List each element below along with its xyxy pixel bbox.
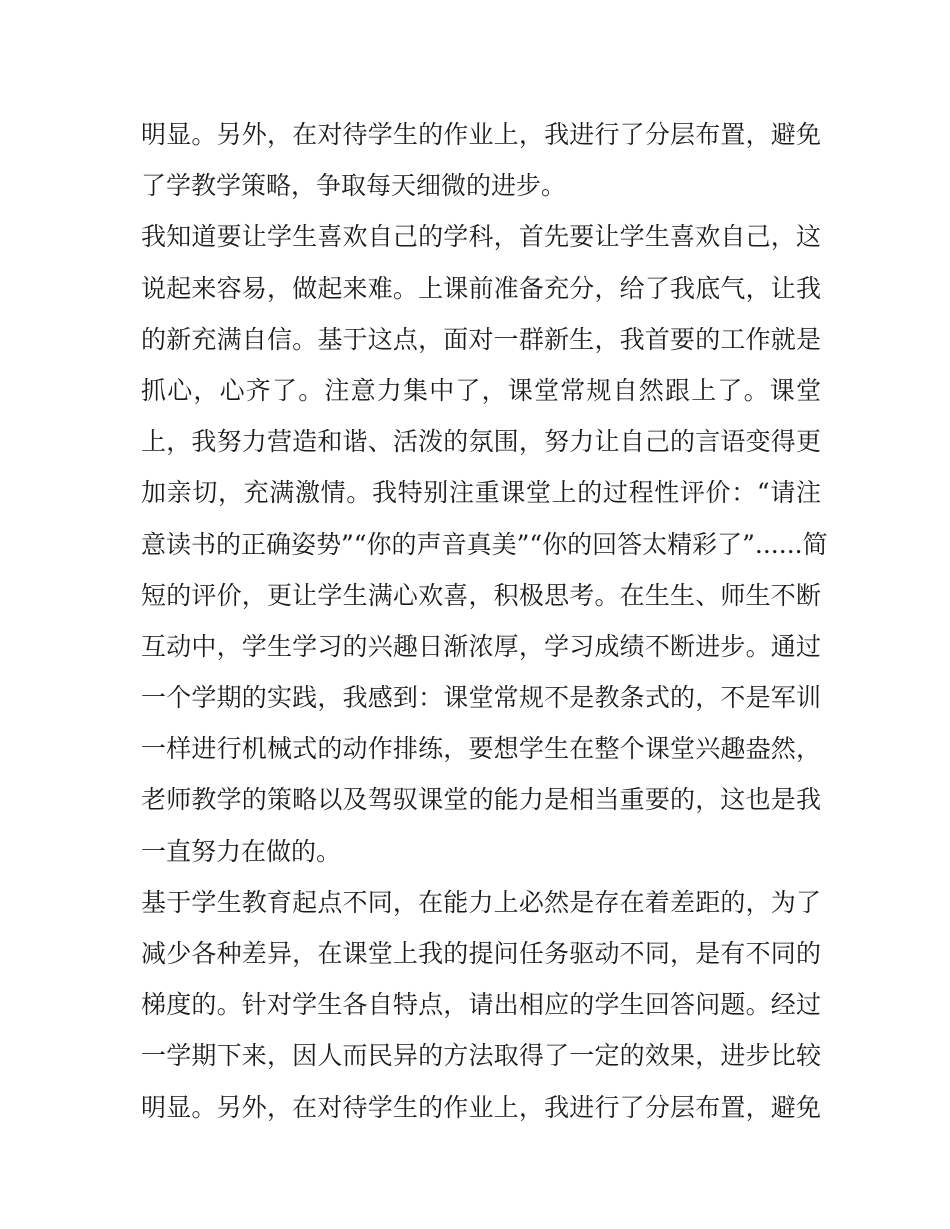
text-line: 了学教学策略，争取每天细微的进步。 — [141, 171, 567, 201]
text-line: 基于学生教育起点不同，在能力上必然是存在着差距的，为了 — [141, 887, 821, 917]
document-body-text — [141, 109, 828, 1133]
text-line: 的新充满自信。基于这点，面对一群新生，我首要的工作就是 — [141, 324, 821, 354]
text-line: 上，我努力营造和谐、活泼的氛围，努力让自己的言语变得更 — [141, 427, 821, 457]
text-line: 互动中，学生学习的兴趣日渐浓厚，学习成绩不断进步。通过 — [141, 631, 821, 661]
text-line: 一学期下来，因人而民异的方法取得了一定的效果，进步比较 — [141, 1041, 821, 1071]
text-line: 加亲切，充满激情。我特别注重课堂上的过程性评价：“请注 — [141, 478, 821, 508]
text-line: 一样进行机械式的动作排练，要想学生在整个课堂兴趣盎然， — [141, 734, 821, 764]
text-line: 明显。另外，在对待学生的作业上，我进行了分层布置，避免 — [141, 1092, 821, 1122]
text-line: 明显。另外，在对待学生的作业上，我进行了分层布置，避免 — [141, 120, 821, 149]
text-line: 一直努力在做的。 — [141, 836, 342, 866]
text-line: 短的评价，更让学生满心欢喜，积极思考。在生生、师生不断 — [141, 580, 821, 610]
text-line: 减少各种差异，在课堂上我的提问任务驱动不同，是有不同的 — [141, 939, 821, 968]
text-line: 老师教学的策略以及驾驭课堂的能力是相当重要的，这也是我 — [141, 785, 821, 815]
text-line: 我知道要让学生喜欢自己的学科，首先要让学生喜欢自己，这 — [141, 222, 821, 252]
text-line: 抓心，心齐了。注意力集中了，课堂常规自然跟上了。课堂 — [141, 375, 821, 405]
text-line: 说起来容易，做起来难。上课前准备充分，给了我底气，让我 — [141, 273, 821, 303]
text-line: 梯度的。针对学生各自特点，请出相应的学生回答问题。经过 — [141, 990, 821, 1020]
text-line: 一个学期的实践，我感到：课堂常规不是教条式的，不是军训 — [141, 683, 821, 713]
text-line: 意读书的正确姿势”“你的声音真美”“你的回答太精彩了”......简 — [141, 529, 828, 559]
